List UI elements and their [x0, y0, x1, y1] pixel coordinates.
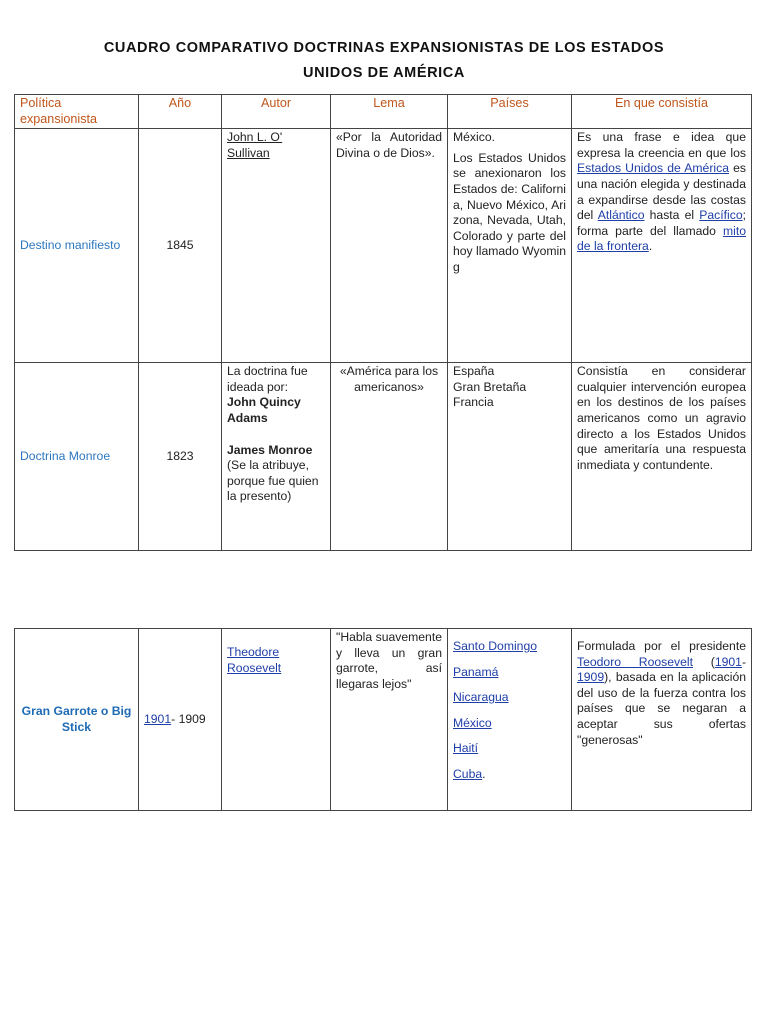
table-header-row [15, 95, 752, 129]
comparison-table-continued [14, 628, 752, 811]
row2-autor-name1-wrap [227, 395, 325, 426]
row2-consistia: Consistía en considerar cualquier intervención europea en los destinos de los países americanos como un agravio directo a los Estados Unidos que ameritaría una respuesta inmediata y contundente. [572, 363, 752, 551]
header-anio: Año [139, 95, 222, 129]
row2-autor-note: (Se la atribuye, porque fue quien la presento) [227, 458, 319, 504]
header-consistia: En que consistía [572, 95, 752, 129]
document-title [0, 36, 768, 86]
link-mito-frontera[interactable]: mito de la frontera [577, 223, 746, 254]
row2-autor-name2-wrap [227, 443, 325, 459]
row3-anio-rest: - 1909 [171, 711, 206, 726]
table-row-gran-garrote [15, 629, 752, 811]
row1-paises [448, 129, 572, 363]
row2-pais-espana: España [453, 364, 495, 379]
row3-lema: "Habla suavemente y lleva un gran garrote, así llegaras lejos" [331, 629, 448, 811]
row3-anio [139, 629, 222, 811]
table-row-doctrina-monroe [15, 363, 752, 551]
row1-autor-text: John L. O' Sullivan [227, 130, 283, 160]
link-panama[interactable]: Panamá [453, 664, 499, 679]
title-line-2: UNIDOS DE AMÉRICA [303, 65, 465, 81]
link-nicaragua[interactable]: Nicaragua [453, 690, 509, 705]
row3-consistia [572, 629, 752, 811]
row1-consistia [572, 129, 752, 363]
row3-paises-end: . [482, 766, 486, 781]
row3-desc-text-b: ( [693, 654, 715, 669]
row2-politica: Doctrina Monroe [15, 363, 139, 551]
link-1901[interactable]: 1901 [144, 711, 172, 726]
row1-desc-text-e: . [648, 239, 653, 254]
header-paises: Países [448, 95, 572, 129]
row3-pais-wrap-1 [453, 639, 566, 655]
header-politica: Política expansionista [15, 95, 139, 129]
table-row-destino-manifiesto [15, 129, 752, 363]
row3-desc-text-c: - [741, 654, 746, 669]
row2-autor-name1: John Quincy Adams [227, 395, 301, 425]
row1-paises-mexico: México. [453, 130, 495, 145]
row2-autor-intro: La doctrina fue ideada por: [227, 364, 308, 394]
link-cuba[interactable]: Cuba [453, 766, 483, 781]
row2-autor [222, 363, 331, 551]
link-pacifico[interactable]: Pacífico [699, 208, 743, 223]
row1-politica: Destino manifiesto [15, 129, 139, 363]
row1-lema: «Por la Autoridad Divina o de Dios». [331, 129, 448, 363]
header-autor: Autor [222, 95, 331, 129]
row3-pais-wrap-6 [453, 767, 566, 783]
link-haiti[interactable]: Haití [453, 741, 479, 756]
row3-pais-wrap-4 [453, 716, 566, 732]
row1-paises-estados: Los Estados Unidos se anexionaron los Estados de: California, Nuevo México, Arizona, Nevada, Utah, Colorado y parte del hoy llamado Wyoming [453, 150, 567, 274]
row2-pais-gran-bretana: Gran Bretaña [453, 379, 527, 394]
row3-desc-text-d: ), basada en la aplicación del uso de la fuerza contra los países que se negaran a aceptar sus ofertas "generosas" [577, 670, 746, 747]
row3-pais-wrap-5 [453, 741, 566, 757]
row2-anio: 1823 [139, 363, 222, 551]
row3-autor [222, 629, 331, 811]
link-desc-1901[interactable]: 1901 [714, 654, 742, 669]
comparison-table [14, 94, 752, 551]
link-estados-unidos[interactable]: Estados Unidos de América [577, 161, 729, 176]
row3-pais-wrap-2 [453, 665, 566, 681]
row3-pais-wrap-3 [453, 690, 566, 706]
row2-paises [448, 363, 572, 551]
link-mexico[interactable]: México [453, 715, 492, 730]
link-theodore-roosevelt[interactable]: Theodore Roosevelt [227, 645, 282, 675]
row3-desc-text-a: Formulada por el presidente [577, 639, 746, 653]
row2-pais-francia: Francia [453, 395, 494, 410]
link-atlantico[interactable]: Atlántico [597, 208, 645, 223]
row2-lema: «América para los americanos» [331, 363, 448, 551]
row3-politica: Gran Garrote o Big Stick [15, 629, 139, 811]
row1-anio: 1845 [139, 129, 222, 363]
row1-autor [222, 129, 331, 363]
link-desc-1909[interactable]: 1909 [577, 670, 605, 685]
row3-paises [448, 629, 572, 811]
row1-desc-text-c: hasta el [644, 208, 700, 223]
title-line-1: CUADRO COMPARATIVO DOCTRINAS EXPANSIONISTAS DE LOS ESTADOS [103, 40, 665, 56]
row1-desc-text-a: Es una frase e idea que expresa la creencia en que los [577, 130, 746, 160]
link-santo-domingo[interactable]: Santo Domingo [453, 639, 538, 653]
row1-desc-text-b: es una nación elegida y destinada a expandirse desde las costas del [577, 161, 746, 223]
row2-autor-name2: James Monroe [227, 442, 313, 457]
header-lema: Lema [331, 95, 448, 129]
link-teodoro-roosevelt[interactable]: Teodoro Roosevelt [577, 654, 693, 669]
row1-desc-text-d: ; forma parte del llamado [577, 208, 746, 238]
